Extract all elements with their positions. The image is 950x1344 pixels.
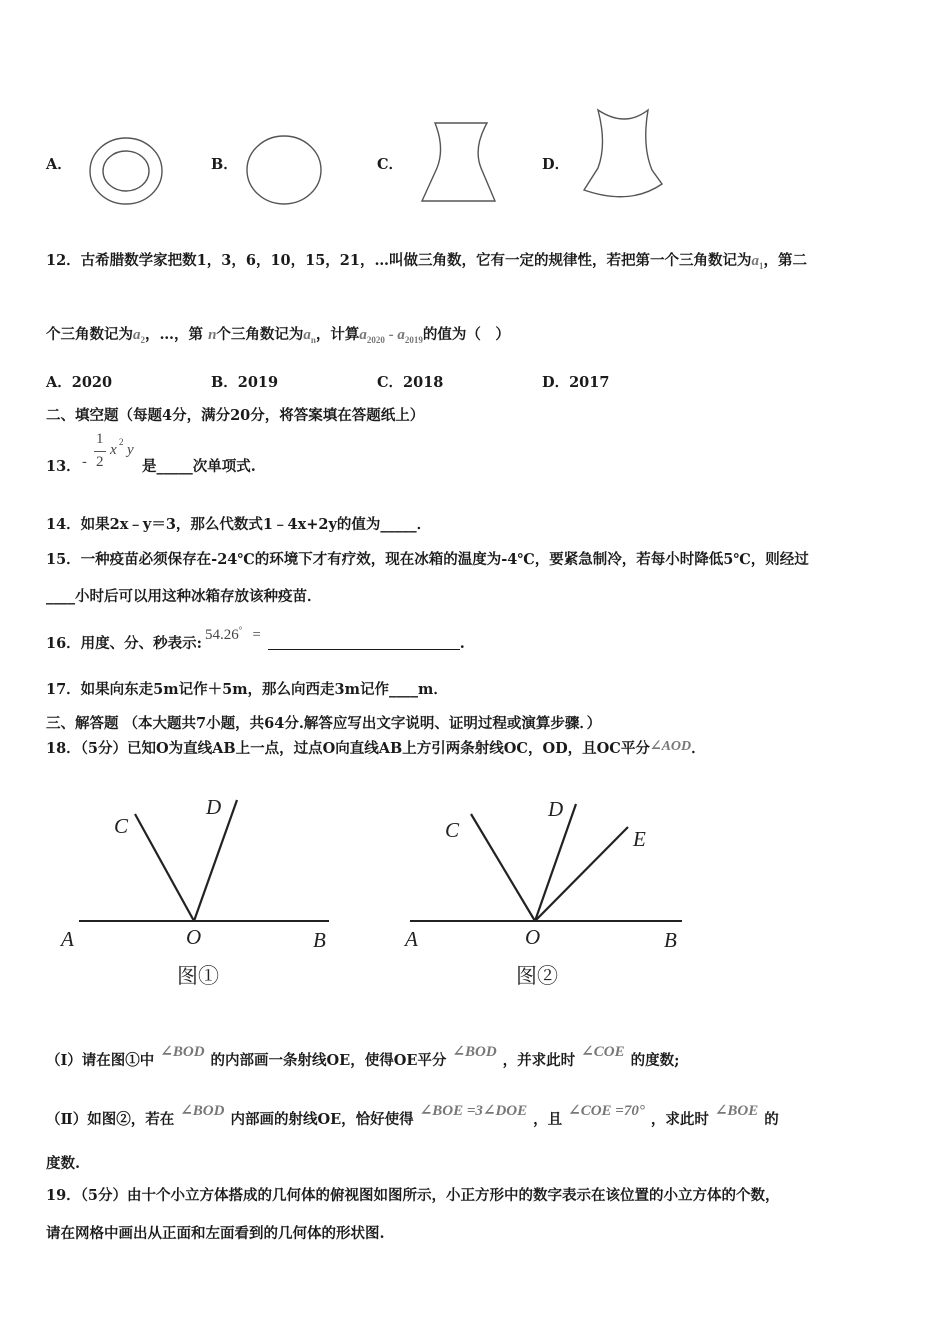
q12-option-d: D．2017 [542, 374, 610, 391]
fig2-label-o: O [525, 925, 541, 949]
fig2-label-c: C [445, 818, 460, 842]
fig2-label-d: D [548, 797, 564, 821]
q19-line1: 19．（5分）由十个小立方体搭成的几何体的俯视图如图所示，小正方形中的数字表示在该位置的小立方体的个数， [46, 1187, 780, 1204]
fig2-label-e: E [633, 827, 646, 851]
q15-line1: 15．一种疫苗必须保存在-24℃的环境下才有疗效，现在冰箱的温度为-4℃，要紧急制冷，若每小时降低5℃，则经过 [46, 551, 809, 568]
q18: 18．（5分）已知O为直线AB上一点，过点O向直线AB上方引两条射线OC，OD，且OC平分∠AOD． [46, 739, 706, 757]
fig1-label-c: C [114, 814, 129, 838]
q12-option-b: B．2019 [211, 374, 279, 391]
option-b-figure [242, 128, 326, 210]
fig2-label-a: A [405, 927, 418, 951]
fig1-label-b: B [313, 928, 326, 952]
q18-part-1: （Ⅰ）请在图①中 ∠BOD 的内部画一条射线OE，使得OE平分 ∠BOD ，并求此时 ∠COE 的度数; [46, 1044, 680, 1069]
q16: 16．用度、分、秒表示: 54.26° = . [46, 625, 465, 652]
option-c-figure [415, 118, 501, 206]
fig2-label-b: B [664, 928, 677, 952]
q12-line2: 个三角数记为$a_2$，…，第 n个三角数记为$a_n$，计算$a_{2020} - a_{2019}$的值为（ ） [46, 326, 510, 345]
section-3-heading: 三、解答题 （本大题共7小题，共64分.解答应写出文字说明、证明过程或演算步骤．） [46, 715, 602, 732]
option-d-label: D． [542, 156, 570, 173]
q15-line2: ____小时后可以用这种冰箱存放该种疫苗． [46, 588, 322, 605]
q14: 14．如果2x﹣y＝3，那么代数式1﹣4x+2y的值为_____． [46, 516, 432, 533]
option-b-label: B． [211, 156, 238, 173]
option-c-label: C． [377, 156, 404, 173]
q12-line1: 12．古希腊数学家把数1，3，6，10，15，21，…叫做三角数，它有一定的规律性，若把第一个三角数记为$a_1$，第二 [46, 252, 807, 271]
q12-option-c: C．2018 [377, 374, 444, 391]
figure-2 [400, 790, 690, 995]
option-a-figure [86, 128, 168, 210]
section-2-heading: 二、填空题（每题4分，满分20分，将答案填在答题纸上） [46, 407, 425, 424]
fig1-label-d: D [206, 795, 222, 819]
option-d-figure [580, 106, 672, 206]
q16-answer-blank[interactable] [268, 635, 460, 650]
q12-option-a: A．2020 [46, 374, 113, 391]
fig2-caption: 图② [516, 964, 558, 988]
figure-1 [55, 790, 345, 995]
q18-part-2-cont: 度数. [46, 1155, 81, 1172]
fig1-label-a: A [61, 927, 74, 951]
q17: 17．如果向东走5m记作＋5m，那么向西走3m记作____m． [46, 681, 448, 698]
q18-part-2: （Ⅱ）如图②，若在 ∠BOD 内部画的射线OE，恰好使得 ∠BOE =3∠DOE ，且 ∠COE =70° ，求此时 ∠BOE 的 [46, 1103, 779, 1128]
fig1-label-o: O [186, 925, 202, 949]
q19-line2: 请在网格中画出从正面和左面看到的几何体的形状图. [46, 1225, 385, 1242]
option-a-label: A． [46, 156, 72, 173]
fig1-caption: 图① [177, 964, 219, 988]
